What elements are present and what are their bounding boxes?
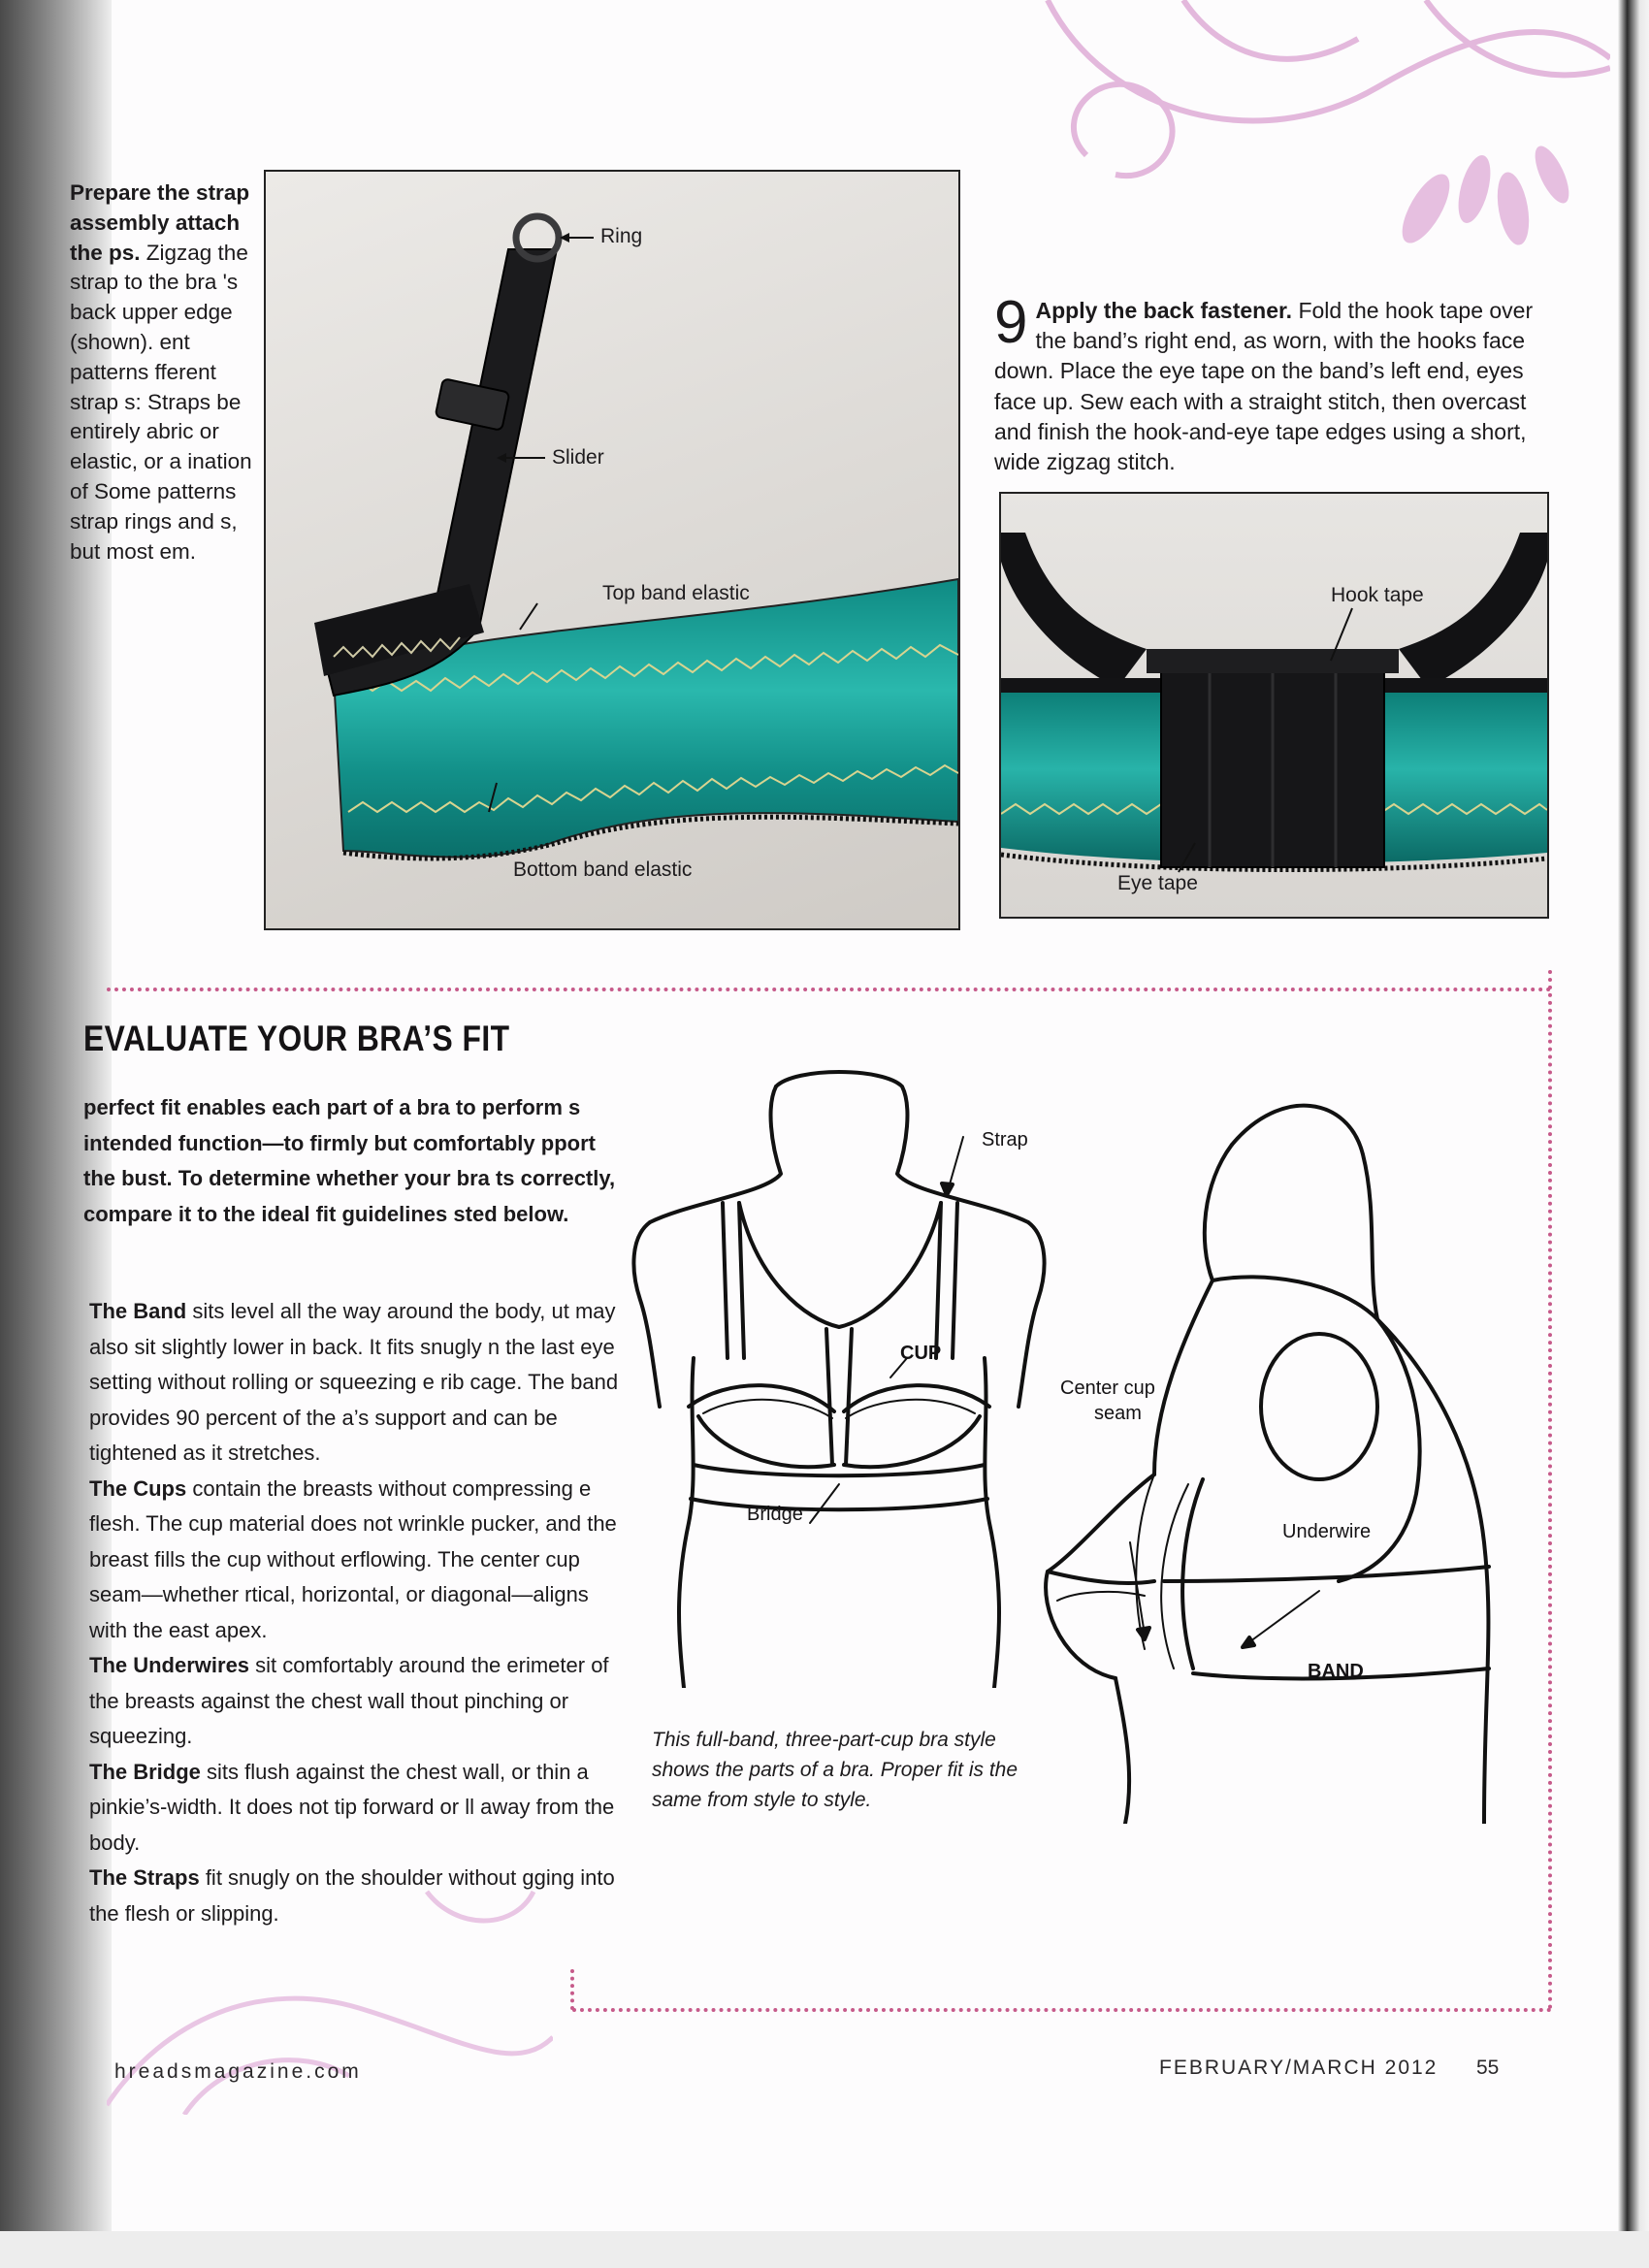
eye-tape-label: Eye tape [1117,872,1198,894]
list-item-text: sit comfortably around the erimeter of the breasts against the chest wall thout pinching or squeezing. [89,1653,609,1748]
list-item-term: The Cups [89,1475,187,1501]
list-item-text: fit snugly on the shoulder without gging into the flesh or slipping. [89,1865,615,1926]
step-9-text [994,289,1547,477]
page-number: 55 [1476,2057,1500,2079]
section-border-top [107,988,1552,991]
decorative-swirl [970,0,1610,291]
list-item-text: sits flush against the chest wall, or thin a pinkie’s-width. It does not tip forward or ll away from the body. [89,1759,615,1855]
list-item-term: The Bridge [89,1759,201,1784]
list-item [83,1648,627,1755]
ring-label: Ring [600,225,643,247]
center-cup-seam-label-2: seam [1094,1403,1142,1424]
list-item-term: The Straps [89,1865,200,1890]
band-diagram-label: BAND [1308,1661,1364,1682]
bottom-band-elastic-label: Bottom band elastic [513,859,693,881]
list-item [83,1472,627,1649]
strap-assembly-heading: Prepare the strap assembly attach the ps. [70,180,250,265]
fit-intro: perfect fit enables each part of a bra to perform s intended function—to firmly but comfortably pport the bust. To determine whether your bra ts correctly, compare it to the ideal fit guidelines sted below. [83,1095,616,1226]
bra-front-diagram [621,1067,1067,1688]
bra-side-diagram [1028,1086,1513,1824]
step-number: 9 [994,289,1028,356]
list-item-text: contain the breasts without compressing e flesh. The cup material does not wrinkle pucker, and the breast fills the cup without erflowing. The center cup seam—whether rtical, horizontal, or diagonal—aligns with the east apex. [89,1475,617,1642]
fastener-photo-illustration [1001,494,1547,917]
list-item [83,1294,627,1472]
scan-edge-right [1618,0,1649,2268]
strap-assembly-photo [264,170,960,930]
center-cup-seam-label-1: Center cup [1060,1377,1155,1399]
strap-assembly-body: Zigzag the strap to the bra 's back upper edge (shown). ent patterns fferent strap s: Straps be entirely abric or elastic, or a ination of Some patterns strap rings and s, but most em. [70,240,252,564]
strap-diagram-label: Strap [982,1129,1028,1150]
footer-date: FEBRUARY/MARCH 2012 [1159,2057,1439,2079]
hook-tape-label: Hook tape [1331,584,1424,606]
slider-label: Slider [552,446,604,469]
cup-diagram-label: CUP [900,1343,942,1364]
bridge-diagram-label: Bridge [747,1504,803,1525]
scan-edge-bottom [0,2231,1649,2268]
list-item-term: The Band [89,1299,187,1323]
section-border-right [1548,970,1552,2010]
section-title: EVALUATE YOUR BRA’S FIT [83,1019,510,1058]
strap-photo-illustration [266,172,958,928]
section-border-bottom [572,2008,1552,2012]
top-band-elastic-label: Top band elastic [602,582,750,604]
diagram-caption: This full-band, three-part-cup bra style shows the parts of a bra. Proper fit is the same from style to style. [652,1729,1018,1811]
footer-url: hreadsmagazine.com [114,2060,362,2083]
fit-guidelines-list [83,1294,627,1931]
list-item [83,1755,627,1862]
list-item-text: sits level all the way around the body, ut may also sit slightly lower in back. It fits snugly n the last eye setting without rolling or squeezing e rib cage. The band provides 90 percent of the a’s support and can be tightened as it stretches. [89,1299,619,1465]
section-border-left-stub [570,1969,574,2010]
step-9-title: Apply the back fastener. [1035,298,1293,323]
underwire-diagram-label: Underwire [1282,1521,1372,1542]
list-item-term: The Underwires [89,1653,250,1677]
strap-assembly-text [70,178,264,567]
list-item [83,1861,627,1931]
back-fastener-photo [999,492,1549,919]
step-9-body: Fold the hook tape over the band’s right end, as worn, with the hooks face down. Place the eye tape on the band’s left end, eyes face up. Sew each with a straight stitch, then overcast and finish the hook-and-eye tape edges using a short, wide zigzag stitch. [994,298,1534,475]
